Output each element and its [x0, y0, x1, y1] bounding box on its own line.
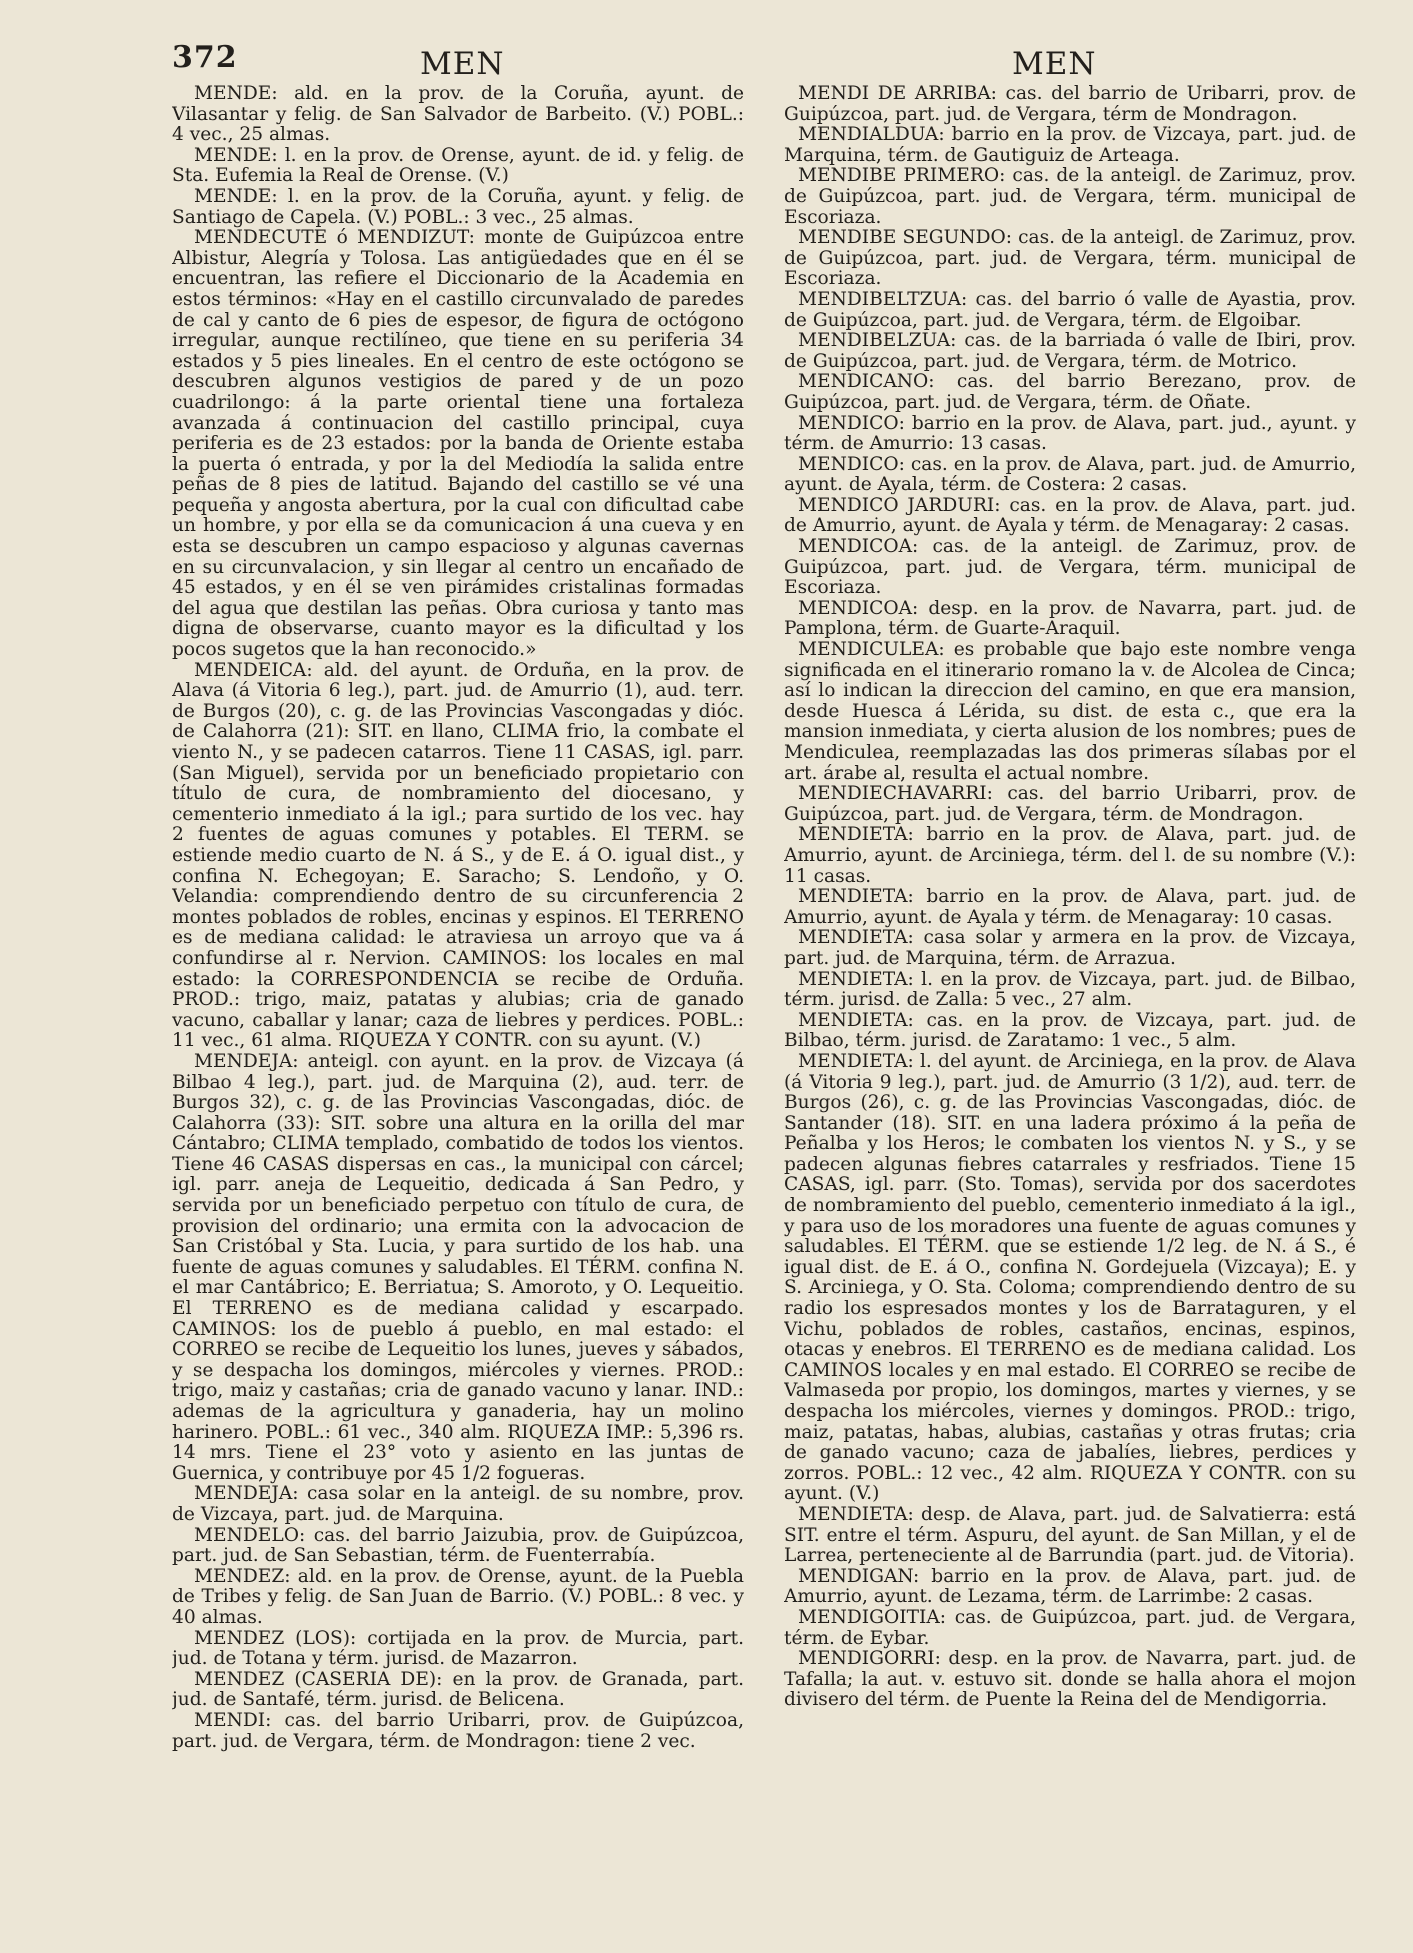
entry: MENDI: cas. del barrio Uribarri, prov. de Guipúzcoa, part. jud. de Vergara, térm. de Mondragon: tiene 2 vec. [172, 1709, 744, 1752]
entry: MENDICOA: desp. en la prov. de Navarra, part. jud. de Pamplona, térm. de Guarte-Araquil. [784, 597, 1356, 640]
running-head-right: MEN [1012, 46, 1097, 82]
entry: MENDE: ald. en la prov. de la Coruña, ayunt. de Vilasantar y felig. de San Salvador de Barbeito. (V.) POBL.: 4 vec., 25 almas. [172, 84, 744, 146]
page-number: 372 [172, 40, 238, 75]
entry: MENDICOA: cas. de la anteigl. de Zarimuz, prov. de Guipúzcoa, part. jud. de Vergara, térm. municipal de Escoriaza. [784, 536, 1356, 599]
entry: MENDIETA: l. en la prov. de Vizcaya, part. jud. de Bilbao, térm. jurisd. de Zalla: 5 vec., 27 alm. [784, 968, 1356, 1011]
entry: MENDIBELZUA: cas. de la barriada ó valle de Ibiri, prov. de Guipúzcoa, part. jud. de Vergara, térm. de Motrico. [784, 330, 1356, 372]
entry: MENDIETA: barrio en la prov. de Alava, part. jud. de Amurrio, ayunt. de Ayala y térm. de Menagaray: 10 casas. [784, 886, 1356, 928]
left-column [172, 84, 744, 1934]
entry: MENDELO: cas. del barrio Jaizubia, prov. de Guipúzcoa, part. jud. de San Sebastian, térm. de Fuenterrabía. [172, 1524, 744, 1567]
entry: MENDICO: cas. en la prov. de Alava, part. jud. de Amurrio, ayunt. de Ayala, térm. de Costera: 2 casas. [784, 453, 1356, 496]
entry: MENDIBELTZUA: cas. del barrio ó valle de Ayastia, prov. de Guipúzcoa, part. jud. de Vergara, térm. de Elgoibar. [784, 288, 1356, 331]
entry: MENDEJA: anteigl. con ayunt. en la prov. de Vizcaya (á Bilbao 4 leg.), part. jud. de Marquina (2), aud. terr. de Burgos 32), c. g. de las Provincias Vascongadas, dióc. de Calahorra (33): SIT. sobre una altura en la orilla del mar Cántabro; CLIMA templado, combatido de todos los vientos. Tiene 46 CASAS dispersas en cas., la municipal con cárcel; igl. parr. aneja de Lequeitio, dedicada á San Pedro, y servida por un beneficiado perpetuo con título de cura, de provision del ordinario; una ermita con la advocacion de San Cristóbal y Sta. Lucia, y para surtido de los hab. una fuente de aguas comunes y saludables. El TÉRM. confina N. el mar Cantábrico; E. Berriatua; S. Amoroto, y O. Lequeitio. El TERRENO es de mediana calidad y escarpado. CAMINOS: los de pueblo á pueblo, en mal estado: el CORREO se recibe de Lequeitio los lunes, jueves y sábados, y se despacha los domingos, miércoles y viernes. PROD.: trigo, maiz y castañas; cria de ganado vacuno y lanar. IND.: ademas de la agricultura y ganaderia, hay un molino harinero. POBL.: 61 vec., 340 alm. RIQUEZA IMP.: 5,396 rs. 14 mrs. Tiene el 23° voto y asiento en las juntas de Guernica, y contribuye por 45 1/2 fogueras. [172, 1050, 744, 1484]
entry: MENDIETA: cas. en la prov. de Vizcaya, part. jud. de Bilbao, térm. jurisd. de Zaratamo: 1 vec., 5 alm. [784, 1009, 1356, 1052]
entry: MENDICULEA: es probable que bajo este nombre venga significada en el itinerario romano la v. de Alcolea de Cinca; así lo indican la direccion del camino, en que era mansion, desde Huesca á Lérida, su dist. de esta c., que era la mansion inmediata, y cierta alusion de los nombres; pues de Mendiculea, reemplazadas las dos primeras sílabas por el art. árabe al, resulta el actual nombre. [784, 639, 1356, 784]
entry: MENDI DE ARRIBA: cas. del barrio de Uribarri, prov. de Guipúzcoa, part. jud. de Vergara, térm de Mondragon. [784, 84, 1356, 125]
entry: MENDE: l. en la prov. de la Coruña, ayunt. y felig. de Santiago de Capela. (V.) POBL.: 3 vec., 25 almas. [172, 185, 744, 228]
entry: MENDICANO: cas. del barrio Berezano, prov. de Guipúzcoa, part. jud. de Vergara, térm. de Oñate. [784, 371, 1356, 413]
entry: MENDEICA: ald. del ayunt. de Orduña, en la prov. de Alava (á Vitoria 6 leg.), part. jud. de Amurrio (1), aud. terr. de Burgos (20), c. g. de las Provincias Vascongadas y dióc. de Calahorra (21): SIT. en llano, CLIMA frio, la combate el viento N., y se padecen catarros. Tiene 11 CASAS, igl. parr. (San Miguel), servida por un beneficiado propietario con título de cura, de nombramiento del diocesano, y cementerio inmediato á la igl.; para surtido de los vec. hay 2 fuentes de aguas comunes y potables. El TERM. se estiende medio cuarto de N. á S., y de E. á O. igual dist., y confina N. Echegoyan; E. Saracho; S. Lendoño, y O. Velandia: comprendiendo dentro de su circunferencia 2 montes poblados de robles, encinas y espinos. El TERRENO es de mediana calidad: le atraviesa un arroyo que va á confundirse al r. Nervion. CAMINOS: los locales en mal estado: la CORRESPONDENCIA se recibe de Orduña. PROD.: trigo, maiz, patatas y alubias; cria de ganado vacuno, caballar y lanar; caza de liebres y perdices. POBL.: 11 vec., 61 alma. RIQUEZA Y CONTR. con su ayunt. (V.) [172, 659, 744, 1052]
entry: MENDEJA: casa solar en la anteigl. de su nombre, prov. de Vizcaya, part. jud. de Marquina. [172, 1483, 744, 1525]
entry: MENDICO JARDURI: cas. en la prov. de Alava, part. jud. de Amurrio, ayunt. de Ayala y térm. de Menagaray: 2 casas. [784, 494, 1356, 537]
entry: MENDEZ (CASERIA DE): en la prov. de Granada, part. jud. de Santafé, térm. jurisd. de Belicena. [172, 1668, 744, 1711]
entry: MENDIALDUA: barrio en la prov. de Vizcaya, part. jud. de Marquina, térm. de Gautiguiz de Arteaga. [784, 124, 1356, 166]
running-head-left: MEN [420, 46, 505, 82]
entry: MENDICO: barrio en la prov. de Alava, part. jud., ayunt. y térm. de Amurrio: 13 casas. [784, 412, 1356, 455]
entry: MENDEZ: ald. en la prov. de Orense, ayunt. de la Puebla de Tribes y felig. de San Juan de Barrio. (V.) POBL.: 8 vec. y 40 almas. [172, 1565, 744, 1628]
entry: MENDIGOITIA: cas. de Guipúzcoa, part. jud. de Vergara, térm. de Eybar. [784, 1606, 1356, 1649]
right-column [784, 84, 1356, 1934]
entry: MENDIBE PRIMERO: cas. de la anteigl. de Zarimuz, prov. de Guipúzcoa, part. jud. de Vergara, térm. municipal de Escoriaza. [784, 165, 1356, 228]
entry: MENDIETA: l. del ayunt. de Arciniega, en la prov. de Alava (á Vitoria 9 leg.), part. jud. de Amurrio (3 1/2), aud. terr. de Burgos (26), c. g. de las Provincias Vascongadas, dióc. de Santander (18). SIT. en una ladera próximo á la peña de Peñalba y los Heros; le combaten los vientos N. y S., y se padecen algunas fiebres catarrales y resfriados. Tiene 15 CASAS, igl. parr. (Sto. Tomas), servida por dos sacerdotes de nombramiento del pueblo, cementerio inmediato á la igl., y para uso de los moradores una fuente de aguas comunes y saludables. El TÉRM. que se estiende 1/2 leg. de N. á S., é igual dist. de E. á O., confina N. Gordejuela (Vizcaya); E. y S. Arciniega, y O. Sta. Coloma; comprendiendo dentro de su radio los espresados montes y los de Barrataguren, y el Vichu, poblados de robles, castaños, encinas, espinos, otacas y enebros. El TERRENO es de mediana calidad. Los CAMINOS locales y en mal estado. El CORREO se recibe de Valmaseda por propio, los domingos, martes y viernes, y se despacha los miércoles, viernes y domingos. PROD.: trigo, maiz, patatas, habas, alubias, castañas y otras frutas; cria de ganado vacuno; caza de jabalíes, liebres, perdices y zorros. POBL.: 12 vec., 42 alm. RIQUEZA Y CONTR. con su ayunt. (V.) [784, 1050, 1356, 1505]
entry: MENDIETA: barrio en la prov. de Alava, part. jud. de Amurrio, ayunt. de Arciniega, térm. del l. de su nombre (V.): 11 casas. [784, 824, 1356, 887]
entry: MENDIGAN: barrio en la prov. de Alava, part. jud. de Amurrio, ayunt. de Lezama, térm. de Larrimbe: 2 casas. [784, 1565, 1356, 1608]
entry: MENDE: l. en la prov. de Orense, ayunt. de id. y felig. de Sta. Eufemia la Real de Orense. (V.) [172, 144, 744, 187]
entry: MENDIETA: casa solar y armera en la prov. de Vizcaya, part. jud. de Marquina, térm. de Arrazua. [784, 927, 1356, 969]
entry: MENDIGORRI: desp. en la prov. de Navarra, part. jud. de Tafalla; la aut. v. estuvo sit. donde se halla ahora el mojon divisero del térm. de Puente la Reina del de Mendigorria. [784, 1648, 1356, 1711]
entry: MENDECUTE ó MENDIZUT: monte de Guipúzcoa entre Albistur, Alegría y Tolosa. Las antigüedades que en él se encuentran, las refiere el Diccionario de la Academia en estos términos: «Hay en el castillo circunvalado de paredes de cal y canto de 6 pies de espesor, de figura de octógono irregular, aunque rectilíneo, que tiene en su periferia 34 estados y 5 pies lineales. En el centro de este octógono se descubren algunos vestigios de pared y de un pozo cuadrilongo: á la parte oriental tiene una fortaleza avanzada á continuacion del castillo principal, cuya periferia es de 23 estados: por la banda de Oriente estaba la puerta ó entrada, y por la del Mediodía la salida entre peñas de 8 pies de latitud. Bajando del castillo se vé una pequeña y angosta abertura, por la cual con dificultad cabe un hombre, y por ella se da comunicacion á una cueva y en esta se descubren un campo espacioso y algunas cavernas en su circunvalacion, y sin llegar al centro un encañado de 45 estados, y en él se ven pirámides cristalinas formadas del agua que destilan las peñas. Obra curiosa y tanto mas digna de observarse, cuanto mayor es la dificultad y los pocos sugetos que la han reconocido.» [172, 227, 744, 661]
entry: MENDEZ (LOS): cortijada en la prov. de Murcia, part. jud. de Totana y térm. jurisd. de Mazarron. [172, 1627, 744, 1670]
entry: MENDIECHAVARRI: cas. del barrio Uribarri, prov. de Guipúzcoa, part. jud. de Vergara, térm. de Mondragon. [784, 783, 1356, 825]
entry: MENDIETA: desp. de Alava, part. jud. de Salvatierra: está SIT. entre el térm. Aspuru, del ayunt. de San Millan, y el de Larrea, perteneciente al de Barrundia (part. jud. de Vitoria). [784, 1503, 1356, 1567]
entry: MENDIBE SEGUNDO: cas. de la anteigl. de Zarimuz, prov. de Guipúzcoa, part. jud. de Vergara, térm. municipal de Escoriaza. [784, 227, 1356, 290]
